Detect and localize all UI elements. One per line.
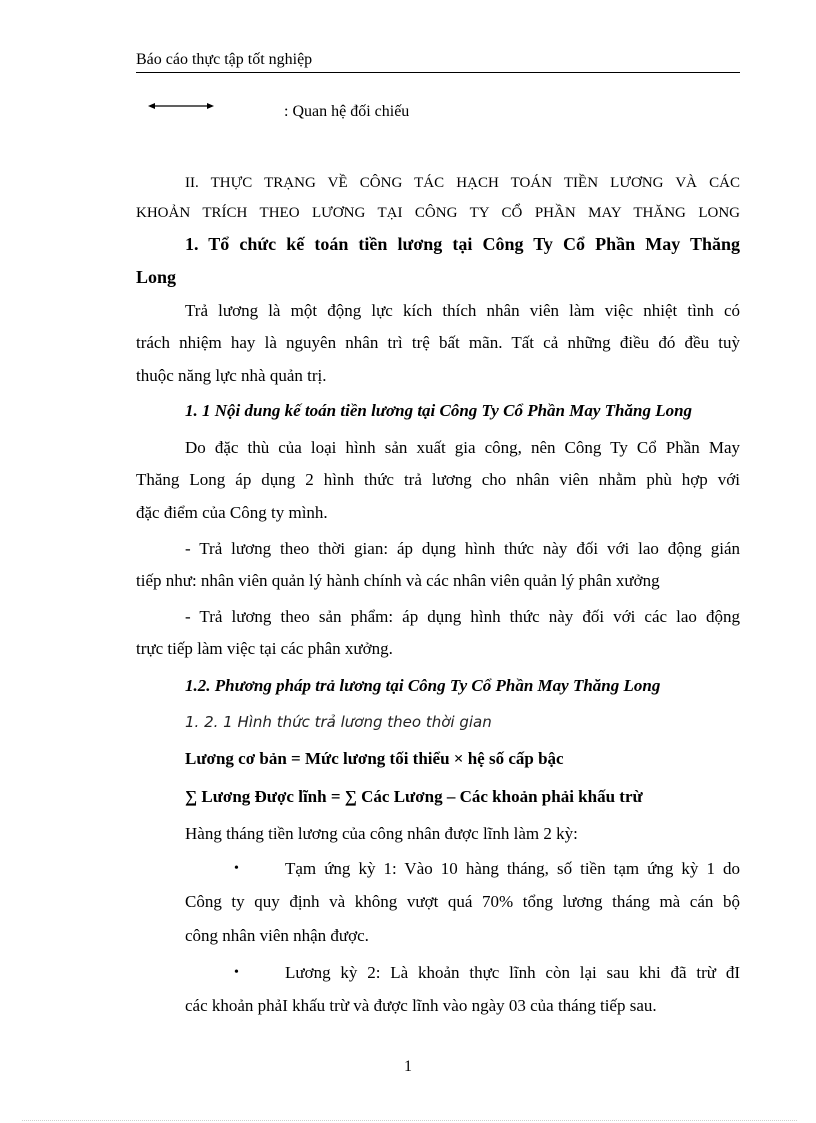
paragraph-5: Hàng tháng tiền lương của công nhân được lĩnh làm 2 kỳ: — [185, 824, 578, 843]
bullet-1-line-1: Tạm ứng kỳ 1: Vào 10 hàng tháng, số tiền tạm ứng kỳ 1 do — [285, 859, 740, 878]
section-heading-line-1: II. THỰC TRẠNG VỀ CÔNG TÁC HẠCH TOÁN TIỀN LƯƠNG VÀ CÁC — [185, 175, 740, 191]
paragraph-1-line-3: thuộc năng lực nhà quản trị. — [136, 366, 327, 385]
paragraph-2-line-3: đặc điểm của Công ty mình. — [136, 503, 328, 522]
heading-1-1: 1. 1 Nội dung kế toán tiền lương tại Công Ty Cổ Phần May Thăng Long — [185, 401, 693, 420]
paragraph-2-line-1: Do đặc thù của loại hình sản xuất gia công, nên Công Ty Cổ Phần May — [185, 438, 740, 457]
bullet-1-line-3: công nhân viên nhận được. — [185, 926, 369, 945]
legend-text: : Quan hệ đối chiếu — [284, 103, 410, 120]
bullet-icon: • — [234, 861, 239, 876]
formula-net-salary: ∑ Lương Được lĩnh = ∑ Các Lương – Các khoản phải khấu trừ — [185, 787, 643, 806]
heading-1-2: 1.2. Phương pháp trả lương tại Công Ty Cổ Phần May Thăng Long — [185, 676, 661, 695]
page-number: 1 — [404, 1058, 412, 1075]
legend-row — [148, 100, 548, 124]
paragraph-3-line-2: tiếp như: nhân viên quản lý hành chính và các nhân viên quản lý phân xưởng — [136, 571, 660, 590]
heading-1-line-2: Long — [136, 267, 177, 287]
paragraph-1-line-1: Trả lương là một động lực kích thích nhân viên làm việc nhiệt tình có — [185, 301, 740, 320]
page-header: Báo cáo thực tập tốt nghiệp — [136, 50, 740, 73]
bullet-1-line-2: Công ty quy định và không vượt quá 70% tổng lương tháng mà cán bộ — [185, 892, 740, 911]
heading-1-line-1: 1. Tổ chức kế toán tiền lương tại Công Ty Cổ Phần May Thăng — [185, 234, 740, 254]
page-bottom-divider — [22, 1120, 797, 1121]
section-heading-line-2: KHOẢN TRÍCH THEO LƯƠNG TẠI CÔNG TY CỔ PHẦN MAY THĂNG LONG — [136, 205, 740, 221]
paragraph-2-line-2: Thăng Long áp dụng 2 hình thức trả lương cho nhân viên nhằm phù hợp với — [136, 470, 740, 489]
bullet-2-line-2: các khoản phảI khấu trừ và được lĩnh vào ngày 03 của tháng tiếp sau. — [185, 996, 657, 1015]
bullet-2-line-1: Lương kỳ 2: Là khoản thực lĩnh còn lại sau khi đã trừ đI — [285, 963, 740, 982]
formula-basic-salary: Lương cơ bản = Mức lương tối thiểu × hệ số cấp bậc — [185, 749, 564, 768]
paragraph-1-line-2: trách nhiệm hay là nguyên nhân trì trệ bất mãn. Tất cả những điều đó đều tuỳ — [136, 333, 740, 352]
paragraph-4-line-1: - Trả lương theo sản phẩm: áp dụng hình thức này đối với các lao động — [185, 607, 740, 626]
paragraph-3-line-1: - Trả lương theo thời gian: áp dụng hình thức này đối với lao động gián — [185, 539, 740, 558]
double-arrow-icon — [148, 100, 214, 114]
paragraph-4-line-2: trực tiếp làm việc tại các phân xưởng. — [136, 639, 393, 658]
heading-1-2-1: 1. 2. 1 Hình thức trả lương theo thời gian — [185, 713, 492, 731]
bullet-icon: • — [234, 965, 239, 980]
